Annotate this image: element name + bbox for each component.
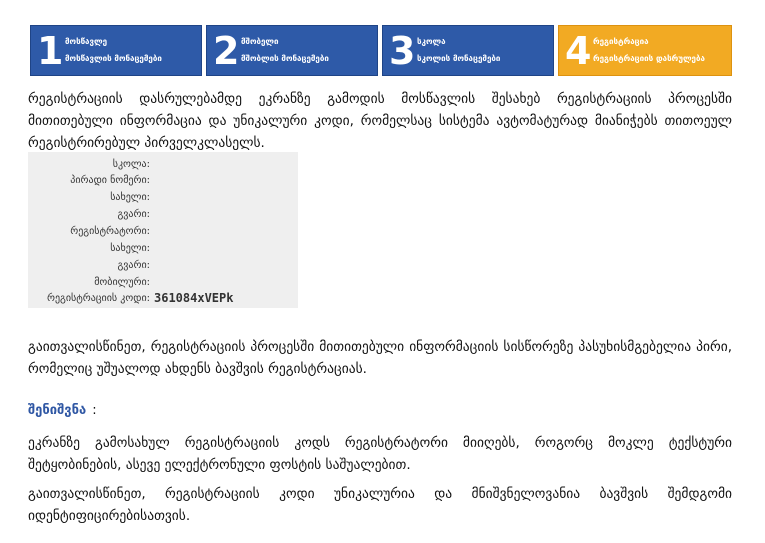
- step-registration[interactable]: [558, 25, 732, 76]
- field-first-name: [28, 189, 298, 206]
- step-student[interactable]: [30, 25, 202, 76]
- step-number: 1: [37, 29, 64, 73]
- note-heading: [28, 403, 97, 418]
- field-label: სახელი:: [110, 192, 150, 203]
- registration-summary: [28, 152, 298, 308]
- code-uniqueness-paragraph: გაითვალისწინეთ, რეგისტრაციის კოდი უნიკალურია და მნიშვნელოვანია ბავშვის შემდგომი იდენტიფიცირებისათვის.: [28, 486, 732, 524]
- field-registration-code: [28, 290, 298, 307]
- field-school: [28, 156, 298, 173]
- step-subtitle: მოსწავლის მონაცემები: [65, 54, 162, 63]
- field-label: სახელი:: [110, 243, 150, 254]
- note-title: შენიშვნა: [28, 403, 87, 418]
- step-title: მოსწავლე: [65, 37, 108, 46]
- field-registrar: [28, 223, 298, 240]
- step-school[interactable]: [382, 25, 554, 76]
- field-mobile: [28, 274, 298, 291]
- intro-paragraph: რეგისტრაციის დასრულებამდე ეკრანზე გამოდის მოსწავლის შესახებ რეგისტრაციის პროცესში მითითებული ინფორმაცია და უნიკალური კოდი, რომელსაც სისტემა ავტომატურად მიანიჭებს თითოეულ რეგისტრირებულ პირველკლასელს.: [28, 91, 732, 151]
- field-label: გვარი:: [117, 260, 150, 271]
- field-label: მობილური:: [94, 277, 150, 288]
- step-subtitle: რეგისტრაციის დასრულება: [593, 54, 705, 63]
- step-number: 4: [565, 29, 592, 73]
- responsibility-paragraph: გაითვალისწინეთ, რეგისტრაციის პროცესში მითითებული ინფორმაციის სისწორეზე პასუხისმგებელია პირი, რომელიც უშუალოდ ახდენს ბავშვის რეგისტრაციას.: [28, 339, 732, 377]
- note-colon: :: [92, 403, 97, 418]
- field-personal-number: [28, 172, 298, 189]
- code-delivery-paragraph: ეკრანზე გამოსახულ რეგისტრაციის კოდს რეგისტრატორი მიიღებს, როგორც მოკლე ტექსტური შეტყობინების, ასევე ელექტრონული ფოსტის საშუალებით.: [28, 435, 732, 473]
- step-title: მშობელი: [241, 37, 279, 46]
- step-number: 2: [213, 29, 240, 73]
- field-label: გვარი:: [117, 209, 150, 220]
- field-label: სკოლა:: [112, 159, 150, 170]
- step-subtitle: სკოლის მონაცემები: [417, 54, 501, 63]
- field-label: რეგისტრაციის კოდი:: [47, 293, 150, 304]
- field-last-name: [28, 206, 298, 223]
- step-title: სკოლა: [417, 37, 446, 46]
- field-label: რეგისტრატორი:: [70, 226, 150, 237]
- field-registrar-last-name: [28, 257, 298, 274]
- registration-code-value: 361084xVEPk: [154, 291, 234, 305]
- step-subtitle: მშობლის მონაცემები: [241, 54, 329, 63]
- step-title: რეგისტრაცია: [593, 37, 649, 46]
- field-registrar-first-name: [28, 240, 298, 257]
- step-number: 3: [389, 29, 416, 73]
- field-label: პირადი ნომერი:: [70, 175, 150, 186]
- registration-steps: [30, 25, 732, 76]
- step-parent[interactable]: [206, 25, 378, 76]
